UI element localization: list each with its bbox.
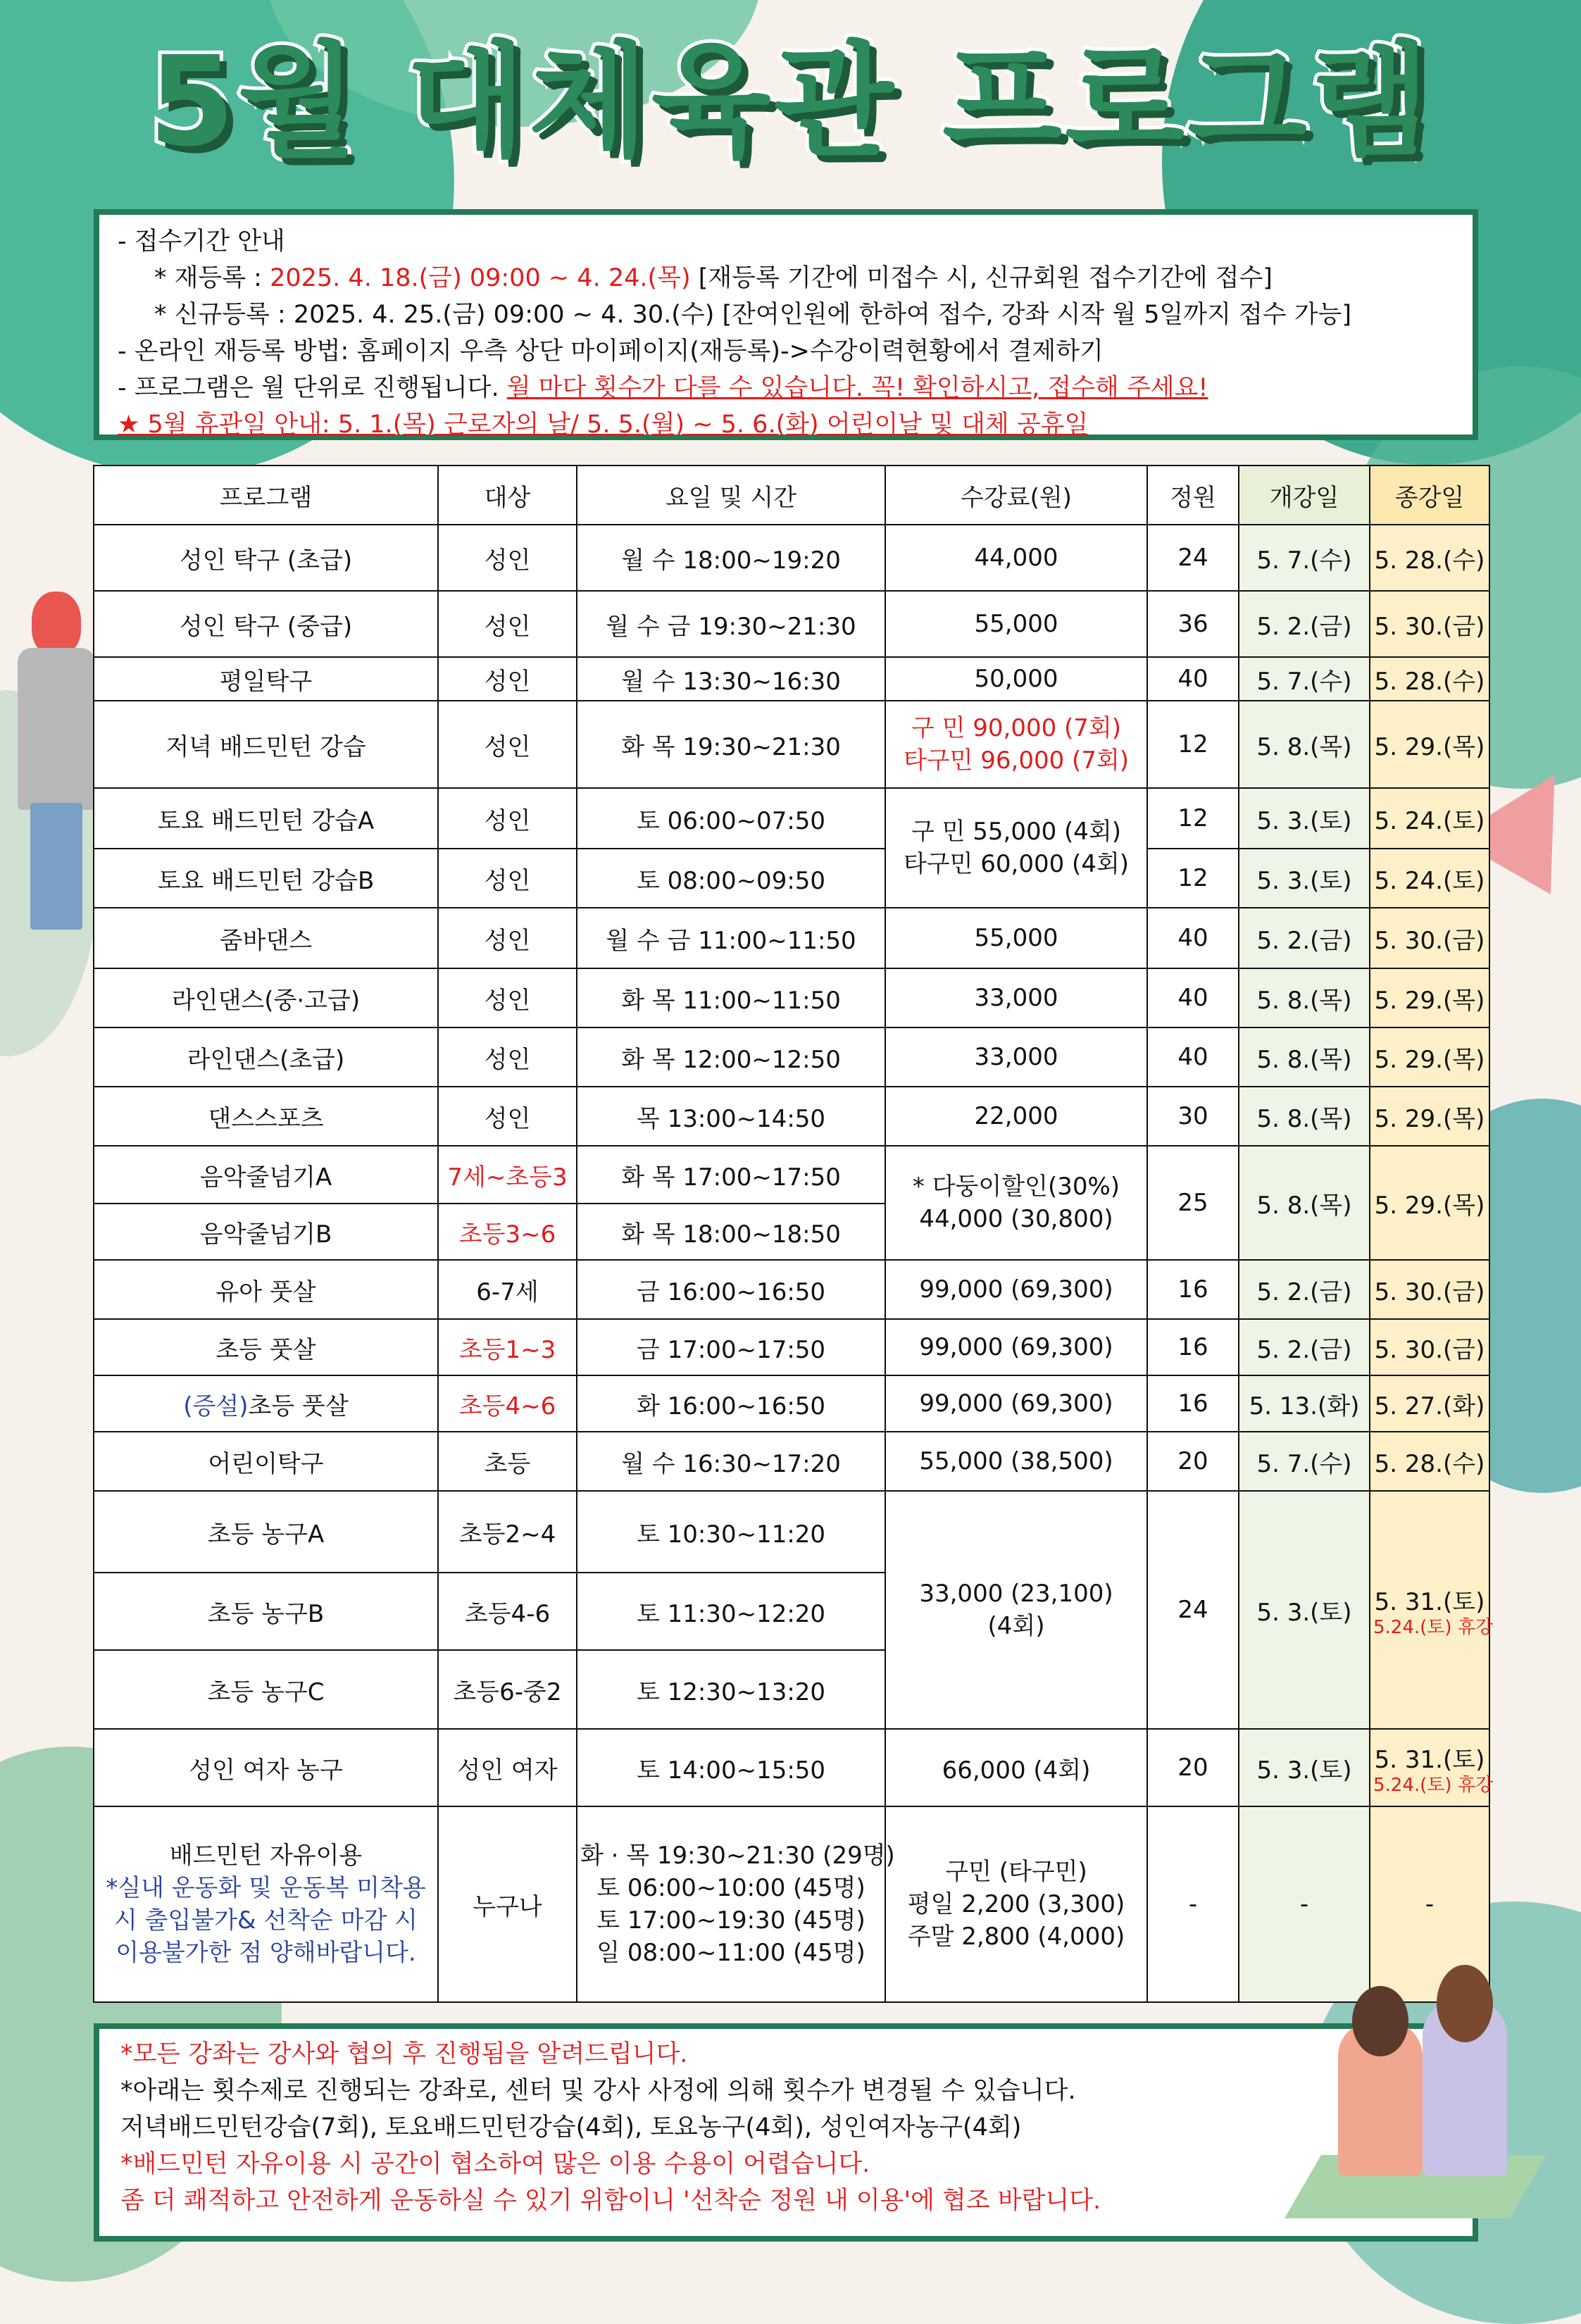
program-name: 초등 농구A [94,1491,438,1573]
table-row [94,1729,1489,1806]
capacity: 40 [1147,1027,1239,1087]
table-row [94,1375,1489,1432]
program-name: 초등 농구B [94,1573,438,1650]
target: 초등4~6 [438,1375,577,1432]
footer-line: *배드민턴 자유이용 시 공간이 협소하여 많은 이용 수용이 어렵습니다. [120,2150,870,2178]
capacity: 16 [1147,1375,1239,1432]
open-date: 5. 13.(화) [1239,1375,1370,1432]
end-date: 5. 29.(목) [1370,1087,1489,1146]
capacity: 12 [1147,849,1239,908]
schedule: 화 목 12:00~12:50 [577,1027,885,1087]
target: 성인 [438,657,577,701]
header-open-date: 개강일 [1239,466,1370,525]
open-date: 5. 8.(목) [1239,701,1370,788]
open-date: 5. 3.(토) [1239,1491,1370,1729]
fee: 22,000 [885,1087,1147,1146]
fee: 99,000 (69,300) [885,1375,1147,1432]
program-name: 성인 여자 농구 [94,1729,438,1806]
capacity: 40 [1147,968,1239,1027]
schedule: 월 수 16:30~17:20 [577,1432,885,1491]
header-capacity: 정원 [1147,466,1239,525]
schedule: 토 06:00~07:50 [577,788,885,849]
target: 초등 [438,1432,577,1491]
program-name: 초등 풋살 [94,1319,438,1375]
program-name: 어린이탁구 [94,1432,438,1491]
program-name: 성인 탁구 (중급) [94,591,438,657]
target: 7세~초등3 [438,1146,577,1204]
schedule: 화 목 18:00~18:50 [577,1204,885,1260]
open-date: 5. 2.(금) [1239,1260,1370,1319]
end-date: 5. 31.(토) 5.24.(토) 휴강 [1370,1491,1489,1729]
fee: 44,000 [885,525,1147,591]
fee: 99,000 (69,300) [885,1319,1147,1375]
end-date: 5. 29.(목) [1370,1027,1489,1087]
schedule: 월 수 13:30~16:30 [577,657,885,701]
notice-box [94,209,1478,440]
target: 성인 [438,968,577,1027]
schedule: 토 12:30~13:20 [577,1650,885,1729]
program-name: 배드민턴 자유이용 *실내 운동화 및 운동복 미착용 시 출입불가& 선착순 마감 시 이용불가한 점 양해바랍니다. [94,1806,438,2002]
schedule: 화 목 17:00~17:50 [577,1146,885,1204]
fee: 55,000 (38,500) [885,1432,1147,1491]
target: 성인 여자 [438,1729,577,1806]
end-date: 5. 28.(수) [1370,657,1489,701]
program-name: 라인댄스(초급) [94,1027,438,1087]
schedule: 목 13:00~14:50 [577,1087,885,1146]
open-date: 5. 7.(수) [1239,1432,1370,1491]
program-name: 댄스스포츠 [94,1087,438,1146]
schedule: 월 수 금 19:30~21:30 [577,591,885,657]
program-name: 줌바댄스 [94,908,438,968]
schedule: 토 10:30~11:20 [577,1491,885,1573]
program-name: 초등 농구C [94,1650,438,1729]
capacity: 16 [1147,1260,1239,1319]
target: 누구나 [438,1806,577,2002]
target: 성인 [438,701,577,788]
end-date: 5. 30.(금) [1370,591,1489,657]
fee: 구 민 55,000 (4회) 타구민 60,000 (4회) [885,788,1147,908]
fee: 50,000 [885,657,1147,701]
end-date: - [1370,1806,1489,2002]
table-row [94,657,1489,701]
target: 6-7세 [438,1260,577,1319]
table-row [94,1087,1489,1146]
open-date: 5. 8.(목) [1239,1087,1370,1146]
table-header-row [94,466,1489,525]
notice-online-method: - 온라인 재등록 방법: 홈페이지 우측 상단 마이페이지(재등록)->수강이력현황에서 결제하기 [118,337,1104,366]
capacity: 40 [1147,908,1239,968]
open-date: 5. 2.(금) [1239,1319,1370,1375]
program-note: 이용불가한 점 양해바랍니다. [115,1939,416,1967]
end-date-note: 5.24.(토) 휴강 [1373,1774,1494,1796]
end-date: 5. 31.(토) 5.24.(토) 휴강 [1370,1729,1489,1806]
notice-new-registration: * 신규등록 : 2025. 4. 25.(금) 09:00 ~ 4. 30.(수) [잔여인원에 한하여 접수, 강좌 시작 월 5일까지 접수 가능] [154,301,1352,329]
table-row [94,591,1489,657]
fee: 55,000 [885,591,1147,657]
table-row [94,1260,1489,1319]
open-date: 5. 8.(목) [1239,1027,1370,1087]
footer-line: *모든 강좌는 강사와 협의 후 진행됨을 알려드립니다. [120,2040,688,2068]
end-date: 5. 29.(목) [1370,1146,1489,1260]
open-date: 5. 7.(수) [1239,525,1370,591]
program-note: *실내 운동화 및 운동복 미착용 [106,1874,426,1902]
capacity: 20 [1147,1729,1239,1806]
table-row [94,1432,1489,1491]
end-date: 5. 28.(수) [1370,1432,1489,1491]
header-program: 프로그램 [94,466,438,525]
fee: 33,000 [885,968,1147,1027]
program-name: 평일탁구 [94,657,438,701]
footer-line: 저녁배드민턴강습(7회), 토요배드민턴강습(4회), 토요농구(4회), 성인여자농구(4회) [120,2113,1022,2142]
open-date: 5. 3.(토) [1239,849,1370,908]
program-name: 토요 배드민턴 강습B [94,849,438,908]
schedule: 화 목 11:00~11:50 [577,968,885,1027]
capacity: 12 [1147,701,1239,788]
fee: 55,000 [885,908,1147,968]
capacity: 40 [1147,657,1239,701]
table-row [94,908,1489,968]
program-note: 시 출입불가& 선착순 마감 시 [113,1906,418,1935]
end-date: 5. 30.(금) [1370,1319,1489,1375]
fee: 66,000 (4회) [885,1729,1147,1806]
table-row [94,701,1489,788]
fee: 구민 (타구민) 평일 2,200 (3,300) 주말 2,800 (4,000) [885,1806,1147,2002]
fee: * 다둥이할인(30%) 44,000 (30,800) [885,1146,1147,1260]
capacity: 36 [1147,591,1239,657]
program-name: (증설)초등 풋살 [94,1375,438,1432]
open-date: 5. 7.(수) [1239,657,1370,701]
target: 성인 [438,525,577,591]
table-row [94,525,1489,591]
fee: 구 민 90,000 (7회) 타구민 96,000 (7회) [885,701,1147,788]
target: 초등4-6 [438,1573,577,1650]
open-date: 5. 8.(목) [1239,968,1370,1027]
notice-period-heading: - 접수기간 안내 [118,227,285,256]
capacity: 12 [1147,788,1239,849]
schedule: 토 08:00~09:50 [577,849,885,908]
target: 성인 [438,908,577,968]
program-tag-expanded: (증설) [183,1392,249,1420]
target: 초등3~6 [438,1204,577,1260]
table-row [94,788,1489,849]
fee: 33,000 [885,1027,1147,1087]
schedule: 금 17:00~17:50 [577,1319,885,1375]
capacity: 24 [1147,525,1239,591]
capacity: - [1147,1806,1239,2002]
schedule: 화 목 19:30~21:30 [577,701,885,788]
capacity: 30 [1147,1087,1239,1146]
target: 초등2~4 [438,1491,577,1573]
end-date: 5. 29.(목) [1370,968,1489,1027]
table-row [94,1491,1489,1573]
open-date: 5. 2.(금) [1239,591,1370,657]
table-row [94,1806,1489,2002]
open-date: - [1239,1806,1370,2002]
notice-monthly: - 프로그램은 월 단위로 진행됩니다. 월 마다 횟수가 다를 수 있습니다. 꼭! 확인하시고, 접수해 주세요! [118,374,1208,402]
end-date: 5. 24.(토) [1370,849,1489,908]
open-date: 5. 8.(목) [1239,1146,1370,1260]
header-fee: 수강료(원) [885,466,1147,525]
footer-line: 좀 더 쾌적하고 안전하게 운동하실 수 있기 위함이니 '선착순 정원 내 이용'에 협조 바랍니다. [120,2187,1101,2215]
footer-notice-box [94,2023,1478,2242]
schedule: 토 14:00~15:50 [577,1729,885,1806]
table-row [94,968,1489,1027]
open-date: 5. 3.(토) [1239,1729,1370,1806]
person-illustration-left [18,592,95,930]
table-row [94,1319,1489,1375]
header-end-date: 종강일 [1370,466,1489,525]
header-time: 요일 및 시간 [577,466,885,525]
program-name: 토요 배드민턴 강습A [94,788,438,849]
header-target: 대상 [438,466,577,525]
program-name: 성인 탁구 (초급) [94,525,438,591]
open-date: 5. 3.(토) [1239,788,1370,849]
notice-reregistration: * 재등록 : 2025. 4. 18.(금) 09:00 ~ 4. 24.(목) [재등록 기간에 미접수 시, 신규회원 접수기간에 접수] [154,264,1273,292]
program-name: 라인댄스(중·고급) [94,968,438,1027]
schedule: 토 11:30~12:20 [577,1573,885,1650]
target: 성인 [438,849,577,908]
end-date-note: 5.24.(토) 휴강 [1373,1616,1494,1638]
program-name: 음악줄넘기B [94,1204,438,1260]
page-title: 5월 대체육관 프로그램 [148,30,1433,174]
schedule: 월 수 금 11:00~11:50 [577,908,885,968]
capacity: 25 [1147,1146,1239,1260]
end-date: 5. 27.(화) [1370,1375,1489,1432]
footer-line: *아래는 횟수제로 진행되는 강좌로, 센터 및 강사 사정에 의해 횟수가 변경될 수 있습니다. [120,2077,1076,2105]
end-date: 5. 24.(토) [1370,788,1489,849]
table-row [94,1027,1489,1087]
program-name: 음악줄넘기A [94,1146,438,1204]
end-date: 5. 30.(금) [1370,908,1489,968]
capacity: 20 [1147,1432,1239,1491]
people-illustration-right [1324,1993,1535,2225]
schedule: 화 · 목 19:30~21:30 (29명) 토 06:00~10:00 (45명) 토 17:00~19:30 (45명) 일 08:00~11:00 (45명) [577,1806,885,2002]
target: 성인 [438,591,577,657]
capacity: 16 [1147,1319,1239,1375]
target: 성인 [438,1027,577,1087]
target: 성인 [438,1087,577,1146]
end-date: 5. 29.(목) [1370,701,1489,788]
table-row [94,1146,1489,1204]
capacity: 24 [1147,1491,1239,1729]
schedule: 금 16:00~16:50 [577,1260,885,1319]
target: 초등6-중2 [438,1650,577,1729]
table-row [94,849,1489,908]
open-date: 5. 2.(금) [1239,908,1370,968]
target: 성인 [438,788,577,849]
fee: 33,000 (23,100) (4회) [885,1491,1147,1729]
schedule: 월 수 18:00~19:20 [577,525,885,591]
program-table [93,465,1494,2003]
program-name: 저녁 배드민턴 강습 [94,701,438,788]
schedule: 화 16:00~16:50 [577,1375,885,1432]
end-date: 5. 30.(금) [1370,1260,1489,1319]
notice-holiday: ★ 5월 휴관일 안내: 5. 1.(목) 근로자의 날/ 5. 5.(월) ~ 5. 6.(화) 어린이날 및 대체 공휴일 [118,411,1089,439]
end-date: 5. 28.(수) [1370,525,1489,591]
program-name: 유아 풋살 [94,1260,438,1319]
fee: 99,000 (69,300) [885,1260,1147,1319]
target: 초등1~3 [438,1319,577,1375]
